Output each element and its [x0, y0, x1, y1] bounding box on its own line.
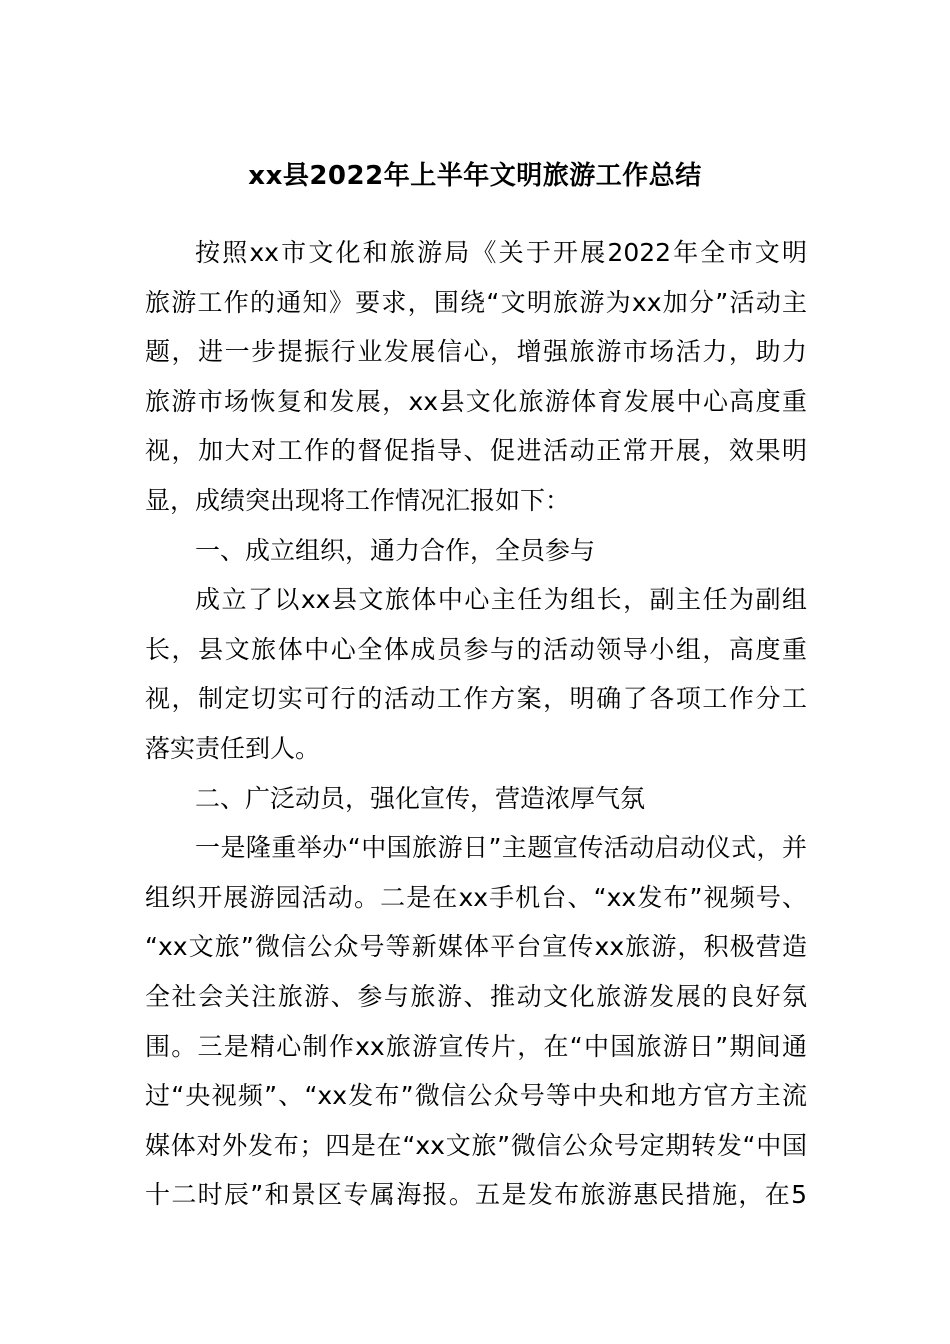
paragraph-2-line-1: 成立了以xx县文旅体中心主任为组长，副主任为副组 — [195, 585, 807, 615]
paragraph-2-line-2: 长，县文旅体中心全体成员参与的活动领导小组，高度重 — [145, 634, 807, 664]
paragraph-1-line-5: 视，加大对工作的督促指导、促进活动正常开展，效果明 — [145, 436, 807, 466]
paragraph-3-line-2: 组织开展游园活动。二是在xx手机台、“xx发布”视频号、 — [145, 882, 807, 912]
paragraph-3-line-5: 围。三是精心制作xx旅游宣传片，在“中国旅游日”期间通 — [145, 1031, 807, 1061]
document-title: xx县2022年上半年文明旅游工作总结 — [248, 161, 702, 191]
paragraph-3-line-1: 一是隆重举办“中国旅游日”主题宣传活动启动仪式，并 — [195, 833, 807, 863]
paragraph-3-line-4: 全社会关注旅游、参与旅游、推动文化旅游发展的良好氛 — [145, 981, 807, 1011]
section-heading-1: 一、成立组织，通力合作，全员参与 — [195, 535, 596, 565]
paragraph-1-line-3: 题，进一步提振行业发展信心，增强旅游市场活力，助力 — [145, 337, 807, 367]
paragraph-3-line-6: 过“央视频”、“xx发布”微信公众号等中央和地方官方主流 — [145, 1081, 807, 1111]
document-body — [145, 228, 807, 1220]
section-heading-2: 二、广泛动员，强化宣传，营造浓厚气氛 — [195, 783, 646, 813]
paragraph-2-line-3: 视，制定切实可行的活动工作方案，明确了各项工作分工 — [145, 684, 807, 714]
paragraph-2-line-4: 落实责任到人。 — [145, 733, 321, 763]
paragraph-1-line-2: 旅游工作的通知》要求，围绕“文明旅游为xx加分”活动主 — [145, 287, 807, 317]
paragraph-3-line-3: “xx文旅”微信公众号等新媒体平台宣传xx旅游，积极营造 — [145, 932, 807, 962]
paragraph-1-line-6: 显，成绩突出现将工作情况汇报如下： — [145, 485, 571, 515]
paragraph-3-line-8: 十二时辰”和景区专属海报。五是发布旅游惠民措施，在5 — [145, 1180, 807, 1210]
paragraph-3-line-7: 媒体对外发布；四是在“xx文旅”微信公众号定期转发“中国 — [145, 1130, 807, 1160]
paragraph-1-line-1: 按照xx市文化和旅游局《关于开展2022年全市文明 — [195, 238, 807, 267]
paragraph-1-line-4: 旅游市场恢复和发展，xx县文化旅游体育发展中心高度重 — [145, 386, 807, 416]
